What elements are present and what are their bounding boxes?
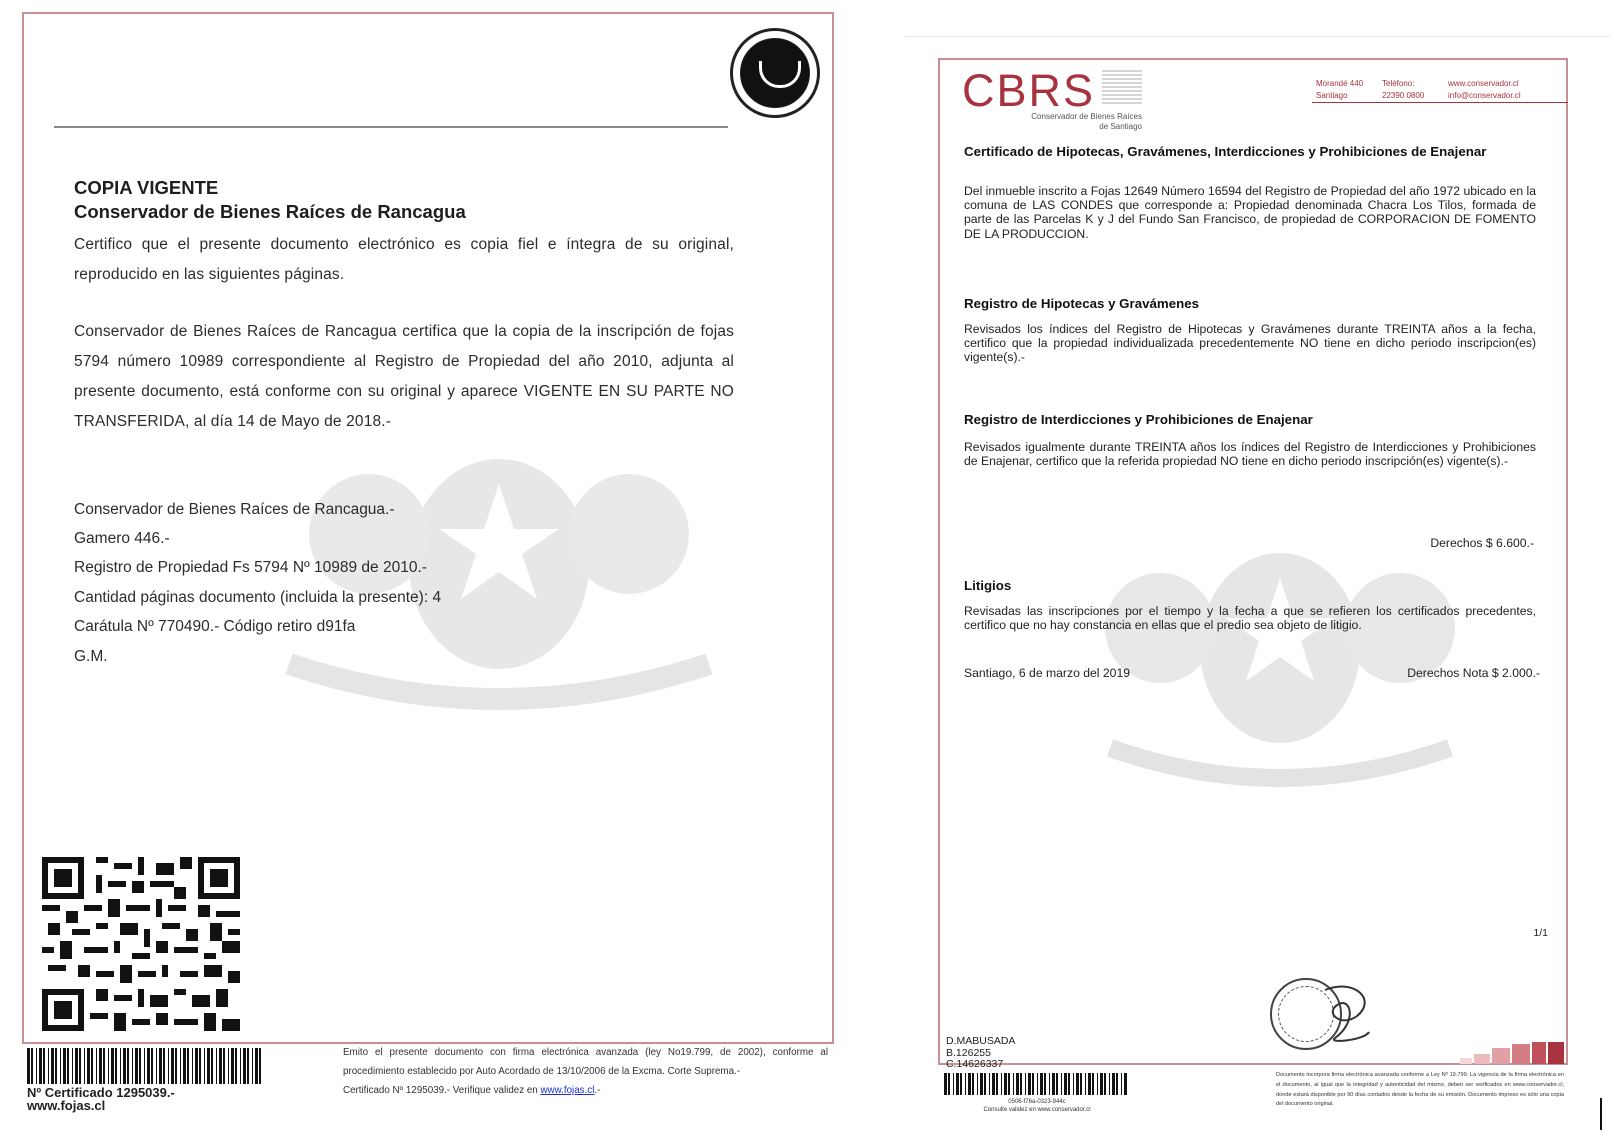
decorative-bars	[1460, 1042, 1564, 1064]
logo-subtitle-line: Conservador de Bienes Raíces	[1031, 112, 1142, 121]
contact-email: info@conservador.cl	[1448, 91, 1521, 100]
initials-line: B.126255	[946, 1046, 991, 1059]
operator-initials	[946, 1036, 1015, 1071]
detail-line: Cantidad páginas documento (incluida la presente): 4	[74, 589, 442, 606]
website-text: www.fojas.cl	[27, 1098, 106, 1113]
heading-conservador: Conservador de Bienes Raíces de Rancagua	[74, 201, 466, 222]
contact-address	[1316, 78, 1363, 102]
right-document-page	[938, 58, 1568, 1070]
contact-phone-label: Teléfono:	[1382, 79, 1415, 88]
detail-line: Registro de Propiedad Fs 5794 Nº 10989 de 2010.-	[74, 559, 427, 576]
verification-barcode	[944, 1073, 1130, 1095]
text-cursor	[1600, 1098, 1602, 1130]
logo-subtitle	[1000, 112, 1142, 132]
contact-address-line: Morandé 440	[1316, 79, 1364, 88]
fee-amount: Derechos $ 6.600.-	[1430, 536, 1534, 550]
barcode-code: 0506-f76a-0323-944c	[1008, 1099, 1066, 1105]
validity-paragraph: Conservador de Bienes Raíces de Rancagua certifica que la copia de la inscripción de fojas 5794 número 10989 correspondiente al Registro de Propiedad del año 2010, adjunta al presente documento, está conforme con su original y aparece VIGENTE EN SU PARTE NO TRANSFERIDA, al día 14 de Mayo de 2018.-	[74, 323, 734, 430]
section-title-hipotecas: Registro de Hipotecas y Gravámenes	[964, 296, 1200, 311]
contact-web	[1448, 78, 1521, 102]
fee-note: Derechos Nota $ 2.000.-	[1407, 666, 1540, 680]
logo-subtitle-line: de Santiago	[1099, 122, 1142, 131]
contact-address-line: Santiago	[1316, 91, 1348, 100]
certificate-title: Certificado de Hipotecas, Gravámenes, Interdicciones y Prohibiciones de Enajenar	[964, 144, 1487, 159]
footnote-verify: Certificado Nº 1295039.- Verifique validez en	[343, 1085, 538, 1096]
certificate-number-block	[27, 1086, 175, 1112]
left-document-page	[22, 12, 834, 1044]
verify-link[interactable]: www.fojas.cl	[540, 1085, 595, 1096]
certification-paragraph: Certifico que el presente documento electrónico es copia fiel e íntegra de su original, reproducido en las siguientes páginas.	[74, 236, 734, 283]
contact-underline	[1312, 102, 1568, 103]
contact-website: www.conservador.cl	[1448, 79, 1519, 88]
section-title-litigios: Litigios	[964, 578, 1012, 593]
section-text-hipotecas: Revisados los índices del Registro de Hipotecas y Gravámenes durante TREINTA años a la fecha, certifico que la propiedad individualizada precedentemente NO tiene en dicho periodo inscripcion(es) vigente(s).-	[964, 322, 1536, 365]
electronic-signature-footnote: Documento incorpora firma electrónica avanzada conforme a Ley Nº 19.799. La vigencia de la firma electrónica en el documento, al igual que la integridad y autenticidad del mismo, deben ser verificados en www.conservador.cl, donde estará disponible por 90 días contados desde la fecha de su emisión. Documento impreso es sólo una copia del documento original.	[1276, 1072, 1564, 1108]
detail-line: Gamero 446.-	[74, 530, 170, 547]
property-description: Del inmueble inscrito a Fojas 12649 Número 16594 del Registro de Propiedad del año 1972 ubicado en la comuna de LAS CONDES que corresponde a: Propiedad denominada Chacra Los Tilos, formada de parte de las Parcelas K y J del Fundo San Francisco, de propiedad de CORPORACION DE FOMENTO DE LA PRODUCCION.	[964, 184, 1536, 241]
detail-line: Conservador de Bienes Raíces de Rancagua.-	[74, 501, 395, 518]
section-text-litigios: Revisadas las inscripciones por el tiempo y la fecha a que se refieren los certificados precedentes, certifico que no hay constancia en ellas que el predio sea objeto de litigio.	[964, 604, 1536, 633]
contact-phone-number: 22390 0800	[1382, 91, 1425, 100]
barcode-validate-text: Consulte validez en www.conservador.cl	[983, 1107, 1091, 1113]
page-number: 1/1	[1533, 927, 1548, 939]
notary-seal-icon	[730, 28, 820, 118]
initials-line: C.14626337	[946, 1058, 1004, 1070]
coat-of-arms-watermark-icon	[1090, 518, 1470, 798]
heading-copia-vigente: COPIA VIGENTE	[74, 177, 219, 198]
issue-date: Santiago, 6 de marzo del 2019	[964, 666, 1131, 680]
certificate-heading	[74, 176, 466, 224]
contact-phone	[1382, 78, 1424, 102]
certificate-barcode	[27, 1048, 265, 1084]
logo-stripes-icon	[1102, 70, 1142, 106]
section-title-interdicciones: Registro de Interdicciones y Prohibiciones de Enajenar	[964, 412, 1313, 427]
detail-line: G.M.	[74, 648, 108, 665]
signature-icon	[1305, 982, 1385, 1052]
footnote-text: Emito el presente documento con firma electrónica avanzada (ley No19.799, de 2002), conforme al procedimiento establecido por Auto Acordado de 13/10/2006 de la Excma. Corte Suprema.-	[343, 1047, 828, 1077]
header-divider	[54, 126, 728, 128]
qr-code	[42, 856, 240, 1032]
initials-line: D.MABUSADA	[946, 1035, 1016, 1047]
footnote-end: .-	[594, 1085, 601, 1096]
detail-line: Carátula Nº 770490.- Código retiro d91fa	[74, 618, 356, 635]
electronic-signature-footnote	[343, 1043, 828, 1100]
page-edge-line	[905, 36, 1610, 37]
barcode-caption	[944, 1098, 1130, 1114]
certificate-number: Nº Certificado 1295039.-	[27, 1085, 175, 1100]
section-text-interdicciones: Revisados igualmente durante TREINTA años los índices del Registro de Interdicciones y Prohibiciones de Enajenar, certifico que la referida propiedad NO tiene en dicho periodo inscripción(es) vigente(s).-	[964, 440, 1536, 469]
cbrs-logo: CBRS	[962, 65, 1096, 116]
